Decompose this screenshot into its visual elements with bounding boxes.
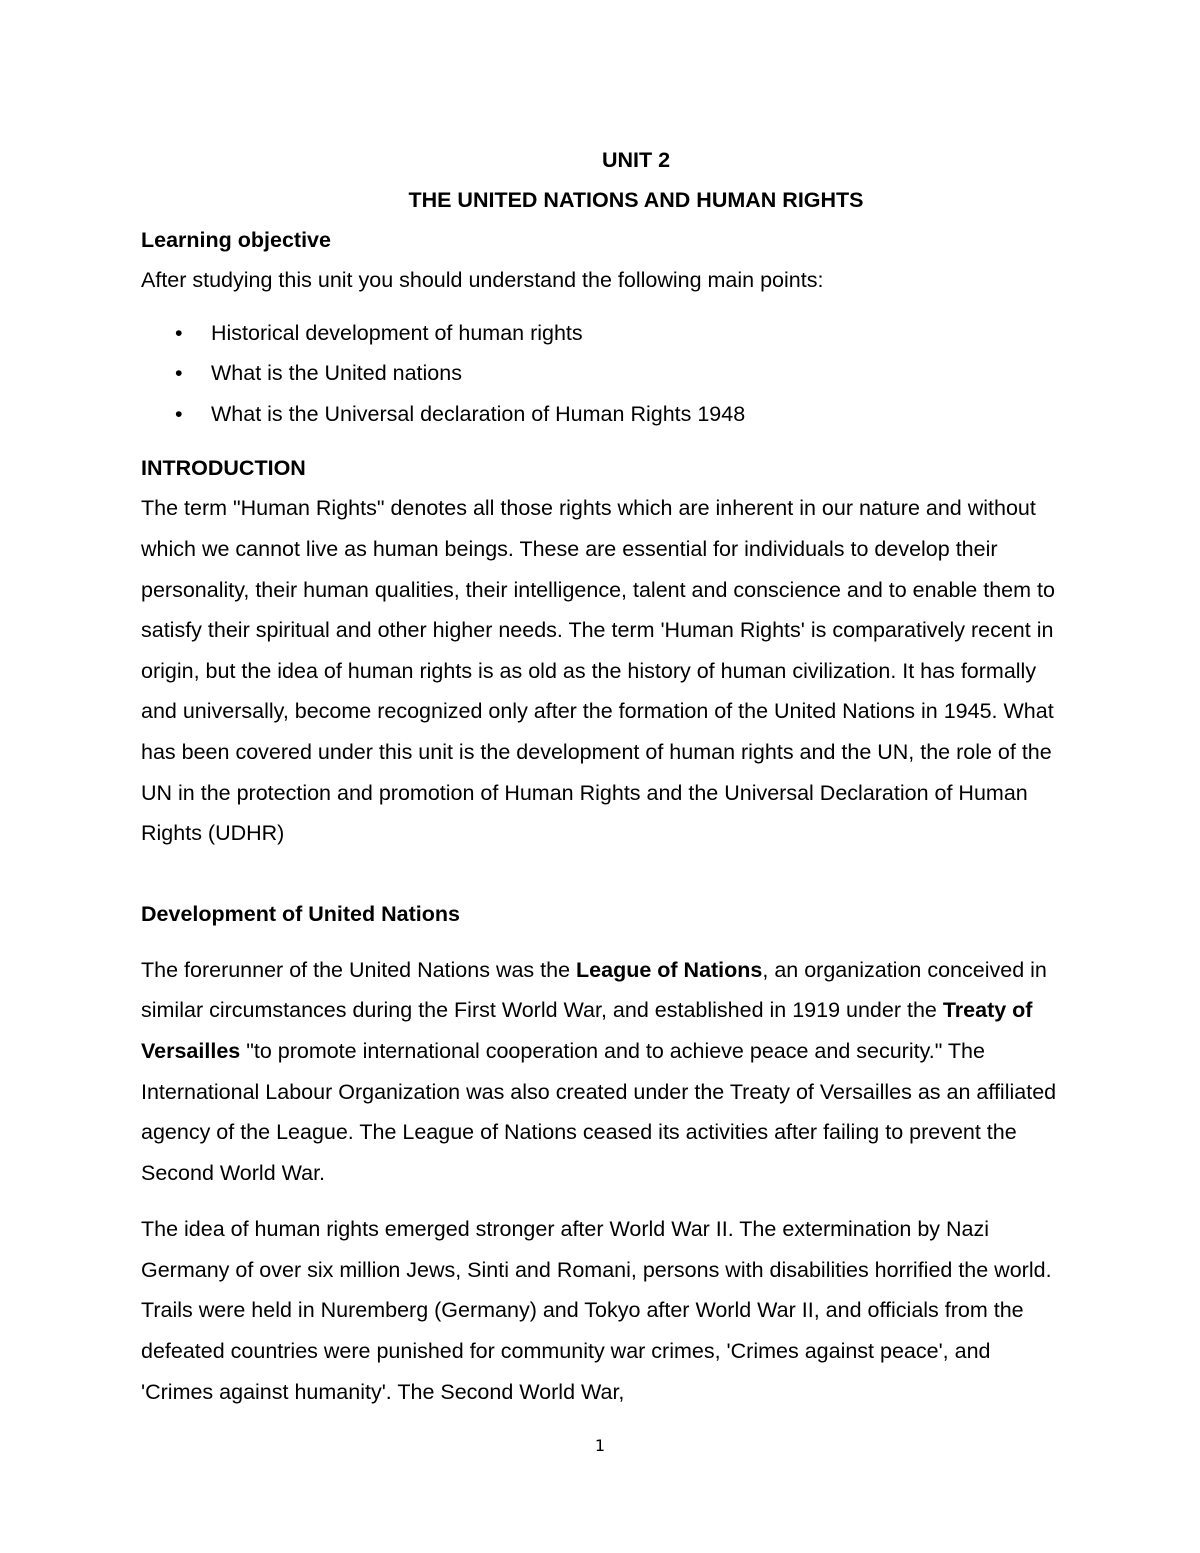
- page-number: 1: [594, 1436, 606, 1455]
- introduction-heading: INTRODUCTION: [141, 456, 306, 481]
- list-item: [141, 353, 1066, 394]
- bullet-icon: •: [175, 401, 183, 426]
- list-item: [141, 313, 1066, 354]
- league-paragraph-text-2: , an organization conceived in similar circumstances during the First World War, and established in 1919 under the: [141, 957, 1047, 1023]
- league-of-nations-term: League of Nations: [576, 957, 763, 982]
- development-heading: Development of United Nations: [141, 901, 460, 926]
- league-paragraph-text-1: The forerunner of the United Nations was the: [141, 957, 577, 982]
- list-item-text: Historical development of human rights: [211, 320, 583, 345]
- league-paragraph-text-3: "to promote international cooperation and to achieve peace and security." The International Labour Organization was also created under the Treaty of Versailles as an affiliated agency of the League. The League of Nations ceased its activities after failing to prevent the Second World War.: [141, 1038, 1057, 1185]
- list-item-text: What is the United nations: [211, 361, 462, 386]
- learning-intro: After studying this unit you should understand the following main points:: [141, 268, 824, 292]
- human-rights-paragraph: The idea of human rights emerged stronger after World War II. The extermination by Nazi Germany of over six million Jews, Sinti and Romani, persons with disabilities horrified the world. Trails were held in Nuremberg (Germany) and Tokyo after World War II, and officials from the defeated countries were punished for community war crimes, 'Crimes against peace', and 'Crimes against humanity'. The Second World War,: [141, 1217, 1052, 1404]
- page-content: [141, 140, 1066, 1412]
- treaty-of-versailles-term: Treaty of Versailles: [141, 998, 1033, 1063]
- objectives-list: [141, 313, 1066, 435]
- bullet-icon: •: [175, 320, 183, 345]
- list-item: [141, 394, 1066, 435]
- list-item-text: What is the Universal declaration of Human Rights 1948: [211, 401, 746, 426]
- learning-objective-heading: Learning objective: [141, 228, 331, 252]
- unit-heading: UNIT 2: [601, 148, 671, 172]
- page-title: THE UNITED NATIONS AND HUMAN RIGHTS: [408, 188, 864, 212]
- bullet-icon: •: [175, 361, 183, 386]
- introduction-paragraph: The term "Human Rights" denotes all those rights which are inherent in our nature and without which we cannot live as human beings. These are essential for individuals to develop their personality, their human qualities, their intelligence, talent and conscience and to enable them to satisfy their spiritual and other higher needs. The term 'Human Rights' is comparatively recent in origin, but the idea of human rights is as old as the history of human civilization. It has formally and universally, become recognized only after the formation of the United Nations in 1945. What has been covered under this unit is the development of human rights and the UN, the role of the UN in the protection and promotion of Human Rights and the Universal Declaration of Human Rights (UDHR): [141, 496, 1055, 846]
- league-paragraph: [141, 950, 1066, 1194]
